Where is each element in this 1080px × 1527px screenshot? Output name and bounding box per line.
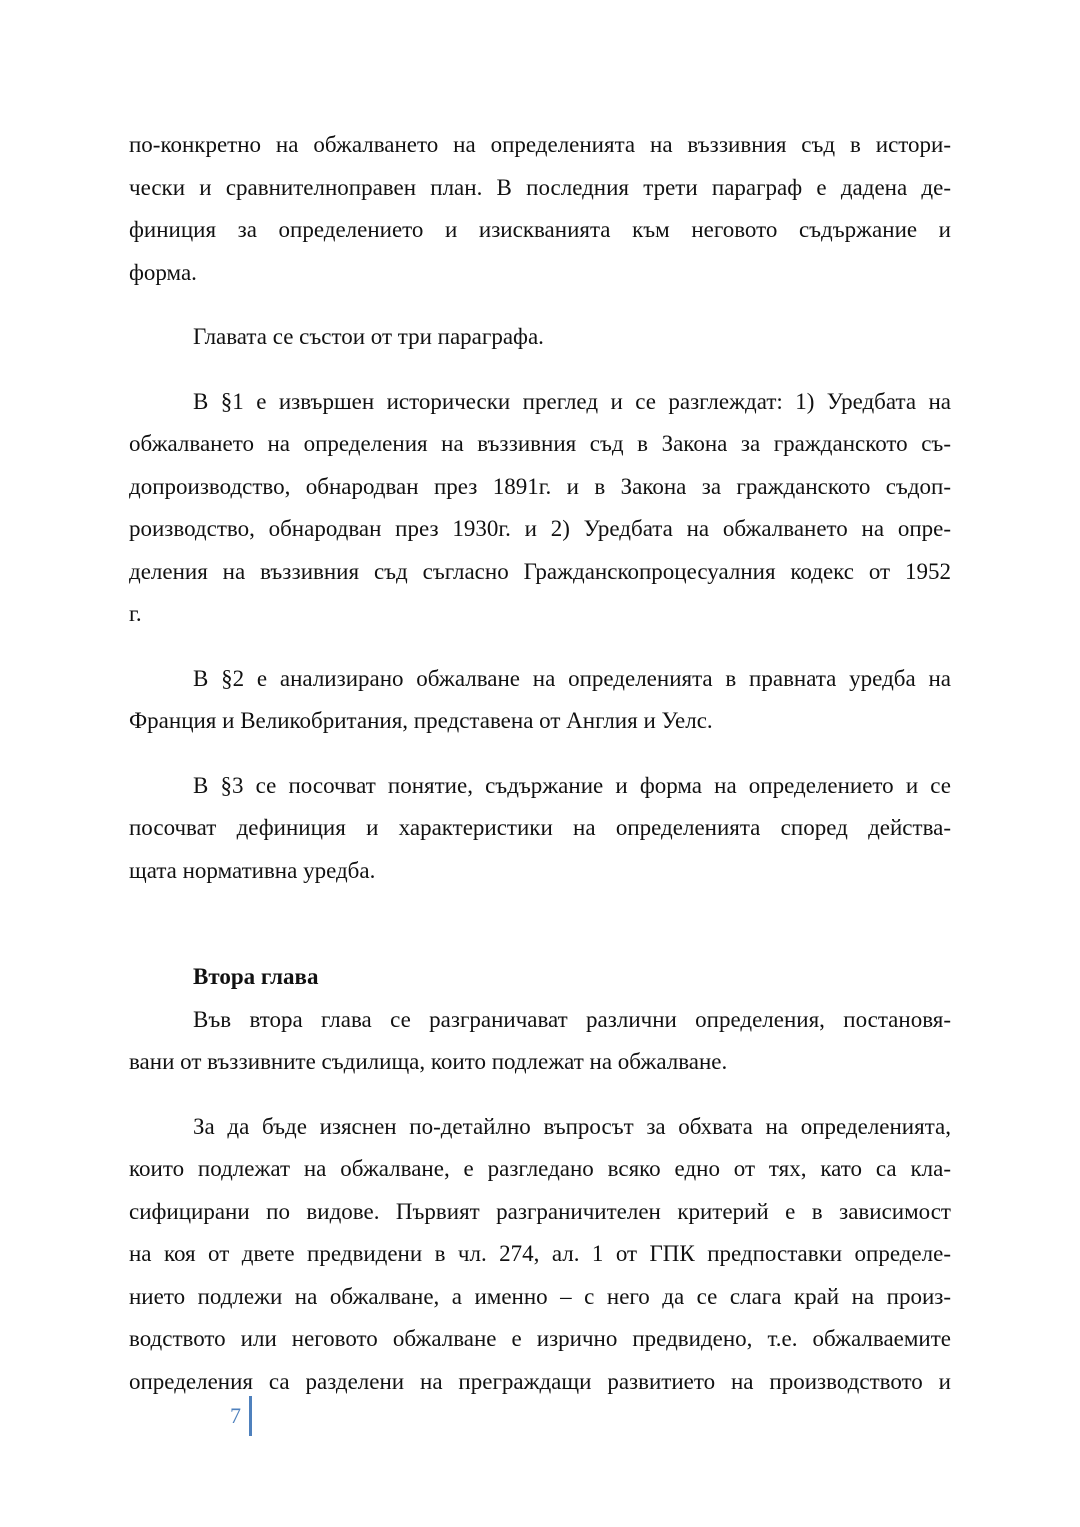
- page-number: 7: [230, 1403, 241, 1428]
- text-line: роизводство, обнародван през 1930г. и 2) Уредбата на обжалването на опре-: [129, 516, 951, 541]
- paragraph-gap: [129, 743, 951, 765]
- chapter-heading: Втора глава: [193, 964, 319, 989]
- document-body: [129, 124, 951, 1403]
- page-number-rule: [249, 1396, 252, 1436]
- paragraph-gap: [129, 294, 951, 316]
- text-line: на коя от двете предвидени в чл. 274, ал. 1 от ГПК предпоставки определе-: [129, 1241, 951, 1266]
- paragraph-gap: [129, 359, 951, 381]
- text-line: обжалването на определения на въззивния съд в Закона за гражданското съ-: [129, 431, 951, 456]
- text-line: допроизводство, обнародван през 1891г. и в Закона за гражданското съдоп-: [129, 473, 951, 499]
- page-footer: [230, 1395, 252, 1437]
- paragraph-gap: [129, 1084, 951, 1106]
- text-line: форма.: [129, 259, 197, 285]
- text-line: В §1 е извършен исторически преглед и се разглеждат: 1) Уредбата на: [193, 388, 951, 414]
- paragraph-7: [129, 1106, 951, 1404]
- text-line: нието подлежи на обжалване, а именно – с него да се слага край на произ-: [129, 1283, 951, 1309]
- text-line: сифицирани по видове. Първият разграничителен критерий е в зависимост: [129, 1198, 951, 1224]
- text-line: водството или неговото обжалване е изрично предвидено, т.е. обжалваемите: [129, 1326, 951, 1351]
- text-line: Главата се състои от три параграфа.: [193, 324, 544, 349]
- paragraph-6: [129, 999, 951, 1084]
- text-line: В §2 е анализирано обжалване на определенията в правната уредба на: [193, 665, 951, 691]
- paragraph-2: [129, 316, 951, 359]
- text-line: посочват дефиниция и характеристики на определенията според действа-: [129, 815, 951, 840]
- text-line: деления на въззивния съд съгласно Гражданскопроцесуалния кодекс от 1952: [129, 558, 951, 584]
- text-line: Във втора глава се разграничават различни определения, постановя-: [193, 1006, 951, 1032]
- text-line: щата нормативна уредба.: [129, 857, 376, 883]
- text-line: За да бъде изяснен по-детайлно въпросът за обхвата на определенията,: [193, 1113, 951, 1139]
- text-line: по-конкретно на обжалването на определенията на въззивния съд в истори-: [129, 132, 951, 157]
- paragraph-1: [129, 124, 951, 294]
- text-line: Франция и Великобритания, представена от Англия и Уелс.: [129, 708, 713, 733]
- paragraph-5: [129, 765, 951, 893]
- paragraph-4: [129, 658, 951, 743]
- section-gap: [129, 892, 951, 956]
- text-line: г.: [129, 601, 142, 626]
- paragraph-3: [129, 381, 951, 636]
- text-line: определения са разделени на преграждащи развитието на производството и: [129, 1368, 951, 1394]
- text-line: които подлежат на обжалване, е разгледано всяко едно от тях, като са кла-: [129, 1156, 951, 1181]
- text-line: вани от въззивните съдилища, които подлежат на обжалване.: [129, 1049, 728, 1074]
- text-line: чески и сравнителноправен план. В последния трети параграф е дадена де-: [129, 174, 951, 200]
- paragraph-gap: [129, 636, 951, 658]
- text-line: В §3 се посочват понятие, съдържание и форма на определението и се: [193, 772, 951, 798]
- text-line: финиция за определението и изискванията към неговото съдържание и: [129, 217, 951, 242]
